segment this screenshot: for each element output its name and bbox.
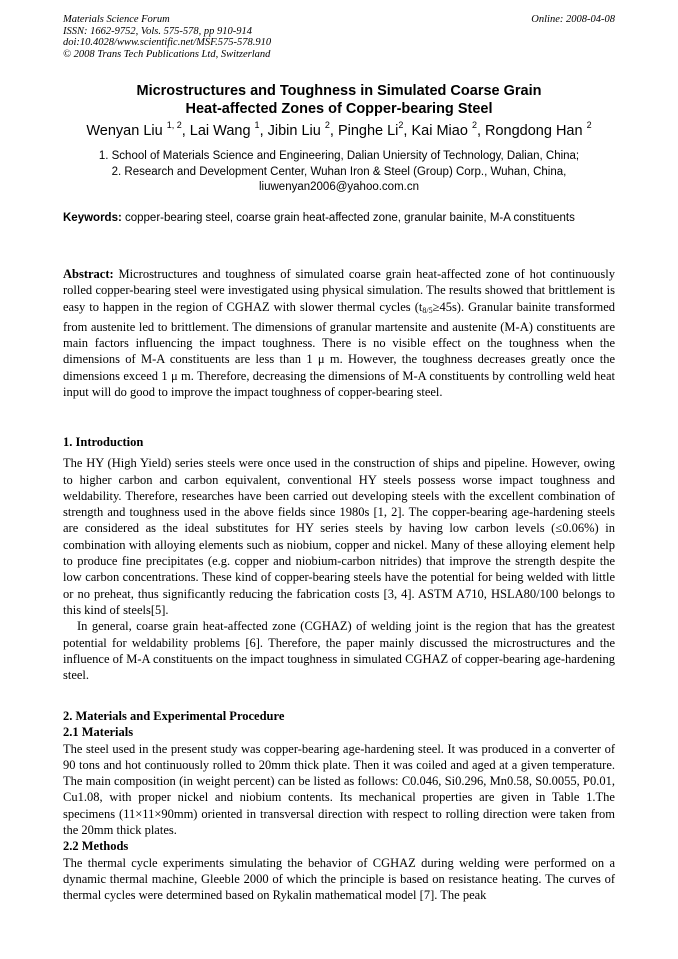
author-separator: ,	[181, 123, 190, 139]
doi-line: doi:10.4028/www.scientific.net/MSF.575-578.910	[63, 37, 272, 48]
author-name: Rongdong Han	[485, 123, 583, 139]
author-name: Wenyan Liu	[86, 123, 163, 139]
author-separator: ,	[329, 123, 338, 139]
section-heading: 1. Introduction	[63, 435, 144, 449]
keywords-label: Keywords:	[63, 212, 122, 224]
author-name: Pinghe Li	[337, 123, 399, 139]
author	[337, 120, 412, 139]
introduction-section	[63, 434, 615, 683]
author-separator: ,	[403, 123, 412, 139]
author	[267, 120, 338, 139]
author-name: Lai Wang	[189, 123, 251, 139]
affiliation-1: 1. School of Materials Science and Engineering, Dalian Uniersity of Technology, Dalian, China;	[98, 150, 580, 162]
journal-header	[63, 14, 615, 60]
paragraph: The thermal cycle experiments simulating the behavior of CGHAZ during welding were performed on a dynamic thermal machine, Gleeble 2000 of which the principle is based on resistance heating. The curves of thermal cycles were determined based on Rykalin mathematical model [7]. The peak	[63, 855, 615, 903]
keywords	[63, 211, 615, 227]
paragraph: The HY (High Yield) series steels were once used in the construction of ships and pipeline. However, owing to higher carbon and carbon equivalent, conventional HY steels possess worse impact toughness and weldability. Therefore, researches have been carried out developing steels with the excellent combination of strength and toughness used in the above fields since 1980s [1, 2]. The copper-bearing age-hardening steels are considered as the ideal substitutes for HY series steels by having low carbon levels (≤0.06%) in combination with alloying elements such as niobium, copper and nickel. Many of these alloying element help to produce fine precipitates (e.g. copper and niobium-carbon nitrides) that improve the strength despite the low carbon concentrations. These kind of copper-bearing steels have the potential for being welded with little or no preheat, thus significantly reducing the fabrication costs [3, 4]. ASTM A710, HSLA80/100 belongs to this kind of steels[5].	[63, 456, 615, 617]
abstract	[63, 266, 615, 400]
author-affiliation: 2	[324, 120, 330, 130]
author	[189, 120, 268, 139]
issn-line: ISSN: 1662-9752, Vols. 575-578, pp 910-914	[63, 25, 252, 37]
abstract-text-1: Microstructures and toughness of simulated coarse grain heat-affected zone of hot continuously rolled copper-bearing steel were investigated using physical simulation. The results showed that brittlement is easy to happen in the region of CGHAZ with slower thermal cycles (t	[63, 267, 615, 314]
section-heading: 2. Materials and Experimental Procedure	[63, 709, 285, 723]
paragraph: In general, coarse grain heat-affected zone (CGHAZ) of welding joint is the region that has the greatest potential for weldability problems [6]. Therefore, the paper mainly discussed the microstructures and the influence of M-A constituents on the impact toughness in simulated CGHAZ of copper-bearing age-hardening steel.	[63, 619, 615, 683]
subsection-heading: 2.2 Methods	[63, 839, 129, 854]
paper-title	[40, 82, 638, 118]
title-line-1: Microstructures and Toughness in Simulated Coarse Grain	[136, 83, 542, 99]
subsection-heading: 2.1 Materials	[63, 725, 134, 740]
author-separator: ,	[476, 123, 486, 139]
copyright-line: © 2008 Trans Tech Publications Ltd, Switzerland	[63, 48, 271, 60]
paragraph: The steel used in the present study was copper-bearing age-hardening steel. It was produced in a converter of 90 tons and hot continuously rolled to 20mm thick plate. Then it was coiled and aged at a given temperature. The main composition (in weight percent) can be listed as follows: C0.046, Si0.296, Mn0.58, S0.0055, P0.01, Cu1.08, with proper nickel and niobium contents. Its mechanical properties are given in Table 1.The specimens (11×11×90mm) oriented in transversal direction with respect to rolling direction were taken from the 20mm thick plates.	[63, 741, 615, 838]
author-list	[20, 121, 658, 141]
affiliations	[30, 149, 648, 196]
author-name: Kai Miao	[411, 123, 468, 139]
author-affiliation: 2	[471, 120, 477, 130]
materials-section	[63, 708, 615, 904]
author	[411, 120, 486, 139]
author-affiliation: 2	[398, 120, 404, 130]
author-email: liuwenyan2006@yahoo.com.cn	[259, 181, 419, 193]
author-affiliation: 1	[254, 120, 260, 130]
abstract-subscript: 8/5	[422, 305, 433, 315]
abstract-label: Abstract:	[63, 267, 114, 281]
author	[485, 120, 592, 139]
author-separator: ,	[259, 123, 268, 139]
abstract-text-2: ≥45s). Granular bainite transformed from austenite led to brittlement. The dimensions of granular martensite and austenite (M-A) constituents are main factors influencing the impact toughness. There is no visible effect on the toughness when the dimensions of M-A constituents are less than 1 μ m. However, the toughness decreases greatly once the dimensions exceed 1 μ m. Therefore, decreasing the dimensions of M-A constituents by controlling weld heat input will do good to improve the impact toughness of copper-bearing steel.	[63, 299, 615, 400]
author	[86, 120, 190, 139]
affiliation-2: 2. Research and Development Center, Wuhan Iron & Steel (Group) Corp., Wuhan, China,	[111, 165, 567, 178]
journal-name: Materials Science Forum	[63, 14, 170, 25]
title-line-2: Heat-affected Zones of Copper-bearing Steel	[185, 101, 493, 117]
author-affiliation: 1, 2	[166, 120, 182, 130]
keywords-text: copper-bearing steel, coarse grain heat-affected zone, granular bainite, M-A constituents	[125, 212, 575, 224]
author-affiliation: 2	[586, 120, 592, 130]
online-date: Online: 2008-04-08	[531, 14, 615, 25]
author-name: Jibin Liu	[267, 123, 321, 139]
